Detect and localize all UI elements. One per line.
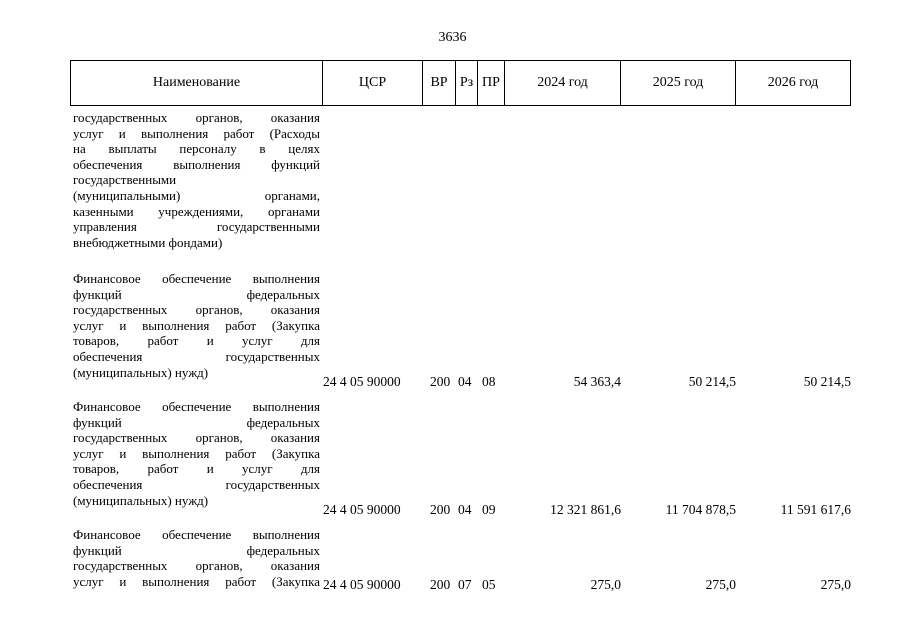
rz-cell: 04 [458, 502, 472, 517]
col-vr-header: ВР [423, 61, 456, 105]
vr-cell: 200 [430, 502, 451, 517]
value-2025-cell: 11 704 878,5 [665, 502, 736, 517]
name-line: государственных органов, оказания [73, 558, 320, 574]
name-line: функций федеральных [73, 286, 320, 302]
row-name [73, 271, 320, 380]
value-2025-cell: 275,0 [705, 577, 736, 592]
name-line: внебюджетными фондами) [73, 234, 223, 250]
name-line: Финансовое обеспечение выполнения [73, 271, 320, 286]
value-2024-cell: 275,0 [590, 577, 621, 592]
col-rz-header: Рз [456, 61, 478, 105]
name-line: (муниципальными) органами, [73, 187, 320, 203]
name-line: услуг и выполнения работ (Расходы [73, 125, 320, 141]
col-csr-header: ЦСР [323, 61, 423, 105]
name-line: Финансовое обеспечение выполнения [73, 399, 320, 414]
vr-cell: 200 [430, 374, 451, 389]
value-2025-cell: 50 214,5 [688, 374, 736, 389]
pr-cell: 09 [482, 502, 496, 517]
name-line: услуг и выполнения работ (Закупка [73, 573, 320, 589]
col-name-header: Наименование [71, 61, 323, 105]
csr-cell: 24 4 05 90000 [323, 502, 401, 517]
col-2024-header: 2024 год [505, 61, 621, 105]
value-2026-cell: 11 591 617,6 [780, 502, 851, 517]
pr-cell: 08 [482, 374, 496, 389]
name-line: государственных органов, оказания [73, 430, 320, 446]
name-line: функций федеральных [73, 414, 320, 430]
value-2024-cell: 54 363,4 [573, 374, 621, 389]
name-line: государственных органов, оказания [73, 302, 320, 318]
name-line: управления государственными [73, 219, 320, 235]
col-2025-header: 2025 год [621, 61, 736, 105]
name-line: услуг и выполнения работ (Закупка [73, 445, 320, 461]
row-name [73, 110, 320, 250]
name-line: обеспечения государственных [73, 348, 320, 364]
rz-cell: 04 [458, 374, 472, 389]
vr-cell: 200 [430, 577, 451, 592]
name-line: (муниципальных) нужд) [73, 492, 209, 508]
name-line: государственными [73, 172, 177, 188]
rz-cell: 07 [458, 577, 472, 592]
name-line: функций федеральных [73, 542, 320, 558]
csr-cell: 24 4 05 90000 [323, 577, 401, 592]
name-line: обеспечения государственных [73, 476, 320, 492]
row-name [73, 399, 320, 508]
name-line: товаров, работ и услуг для [73, 461, 320, 477]
page-number: 3636 [438, 30, 467, 45]
col-2026-header: 2026 год [767, 75, 819, 90]
value-2024-cell: 12 321 861,6 [550, 502, 621, 517]
name-line: казенными учреждениями, органами [73, 203, 320, 219]
name-line: товаров, работ и услуг для [73, 333, 320, 349]
csr-cell: 24 4 05 90000 [323, 374, 401, 389]
name-line: обеспечения выполнения функций [73, 156, 320, 172]
name-line: (муниципальных) нужд) [73, 364, 209, 380]
row-name [73, 527, 320, 589]
col-pr-header: ПР [478, 61, 505, 105]
name-line: на выплаты персоналу в целях [73, 141, 320, 157]
name-line: услуг и выполнения работ (Закупка [73, 317, 320, 333]
pr-cell: 05 [482, 577, 496, 592]
value-2026-cell: 275,0 [820, 577, 851, 592]
name-line: Финансовое обеспечение выполнения [73, 527, 320, 542]
name-line: государственных органов, оказания [73, 110, 320, 125]
table-header [70, 60, 851, 106]
value-2026-cell: 50 214,5 [803, 374, 851, 389]
